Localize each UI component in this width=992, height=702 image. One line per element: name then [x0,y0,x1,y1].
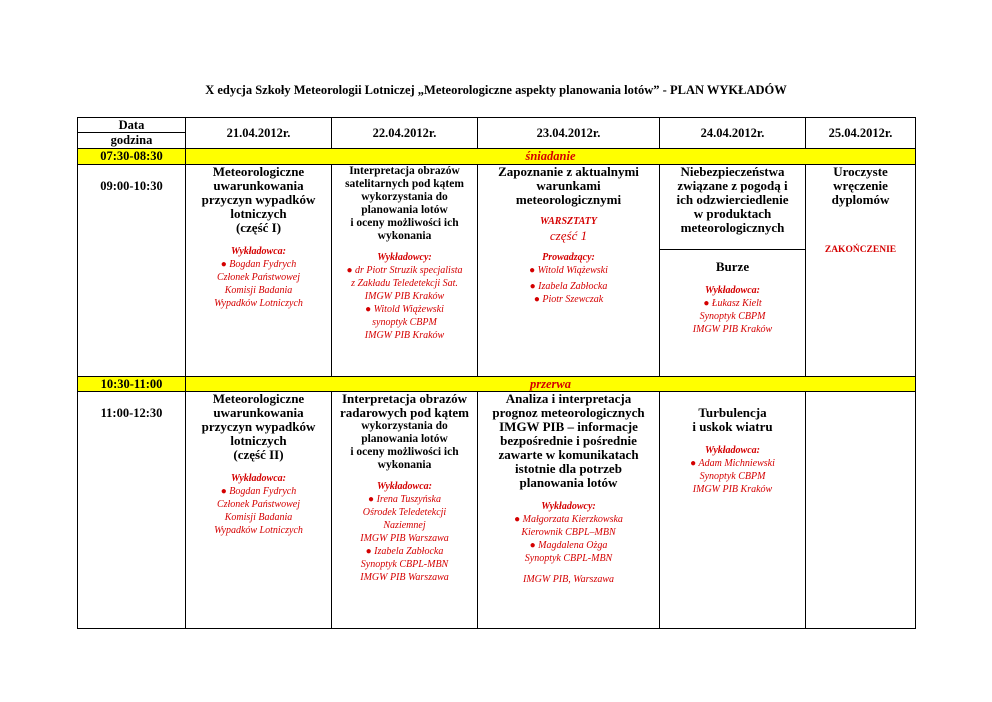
lecture-title: i uskok wiatru [692,419,773,434]
lecture-title: lotniczych [230,433,287,448]
lecture-title: związane z pogodą i [677,178,788,193]
lecture-title: uwarunkowania [213,405,304,420]
lecture-title: Meteorologiczne [212,164,305,179]
time-cell: 10:30-11:00 [78,377,186,392]
lecture-cell [478,165,660,377]
lecturer-label: Wykładowca: [705,445,760,456]
empty-cell [806,392,916,629]
lecturer-line: Wypadków Lotniczych [214,525,303,536]
lecture-title: przyczyn wypadków [201,192,316,207]
lecture-title: zawarte w komunikatach [498,447,639,462]
lecture-title: Meteorologiczne [212,391,305,406]
session-row [78,165,916,250]
lecturer-line: IMGW PIB Kraków [692,324,773,335]
lecturer-line: Członek Państwowej [216,499,301,510]
lecture-title: i oceny możliwości ich [350,446,459,458]
day-header: 22.04.2012r. [332,118,478,149]
lecture-title: meteorologicznymi [515,192,622,207]
lecture-title: IMGW PIB – informacje [499,419,638,434]
lecture-title: Turbulencja [698,405,767,420]
lecturer-label: Wykładowca: [231,473,286,484]
lecturer-line: z Zakładu Teledetekcji Sat. [351,278,458,289]
lecture-title: Analiza i interpretacja [505,391,632,406]
time-cell: 09:00-10:30 [78,165,186,377]
lecturer-label: Wykładowca: [377,481,432,492]
lecture-title: meteorologicznych [680,220,785,235]
lecturer-label: Wykładowcy: [377,252,432,263]
lecturer-line: IMGW PIB, Warszawa [522,574,614,585]
lecturer-line: IMGW PIB Kraków [692,484,773,495]
lecture-title: uwarunkowania [213,178,304,193]
lecturer-line: Komisji Badania [224,512,293,523]
lecture-title: (część II) [233,447,284,462]
lecturer-label: Wykładowca: [231,246,286,257]
lecture-title: wykorzystania do [361,191,448,203]
day-header: 21.04.2012r. [186,118,332,149]
lecturer-label: Wykładowcy: [541,501,596,512]
lecturer-line: IMGW PIB Kraków [364,330,445,341]
lecturer-line: Wypadków Lotniczych [214,298,303,309]
lecture-title: wręczenie [833,178,888,193]
lecture-title: Zapoznanie z aktualnymi [498,164,639,179]
break-row [78,377,916,392]
session-row [78,392,916,629]
lecturer-line: IMGW PIB Warszawa [360,533,449,544]
lecture-title: planowania lotów [519,475,618,490]
lecture-cell [660,250,806,377]
date-label: Data [78,118,186,133]
lecture-title: lotniczych [230,206,287,221]
lecturer-line: Naziemnej [383,520,426,531]
time-cell: 11:00-12:30 [78,392,186,629]
lecturer-line: Komisji Badania [224,285,293,296]
lecturer-line: ● Izabela Zabłocka [529,281,608,292]
lecturer-line: IMGW PIB Warszawa [360,572,449,583]
page-title: X edycja Szkoły Meteorologii Lotniczej „Meteorologiczne aspekty planowania lotów” - PLAN WYKŁADÓW [205,83,787,97]
lecturer-line: ● Witold Wiążewski [529,265,608,276]
lecture-cell [186,165,332,377]
day-header: 25.04.2012r. [806,118,916,149]
lecturer-line: ● Bogdan Fydrych [220,259,297,270]
lecture-cell [332,165,478,377]
lecture-title: Niebezpieczeństwa [680,164,785,179]
lecturer-line: synoptyk CBPM [372,317,437,328]
lecture-title: bezpośrednie i pośrednie [500,433,637,448]
lecturer-line: ● Witold Wiążewski [365,304,444,315]
lecturer-line: ● Magdalena Ożga [529,540,608,551]
lecture-title: Interpretacja obrazów [349,165,460,177]
lecture-cell [806,165,916,377]
lecture-cell [660,165,806,250]
lecture-title: prognoz meteorologicznych [492,405,645,420]
lecturer-label: Prowadzący: [542,252,595,263]
lecturer-line: ● dr Piotr Struzik specjalista [346,265,463,276]
lecture-title: warunkami [536,178,601,193]
lecturer-label: Wykładowca: [705,285,760,296]
breakfast-label: śniadanie [186,149,916,165]
lecture-title: wykorzystania do [361,420,448,432]
closing-label: ZAKOŃCZENIE [824,245,897,255]
lecturer-line: IMGW PIB Kraków [364,291,445,302]
lecture-title: wykonania [377,459,432,471]
lecture-title: przyczyn wypadków [201,419,316,434]
lecturer-line: Synoptyk CBPM [699,311,766,322]
lecturer-line: Członek Państwowej [216,272,301,283]
lecturer-line: Kierownik CBPL–MBN [521,527,616,538]
lecture-title: ich odzwierciedlenie [676,192,789,207]
part-label: część 1 [549,228,588,243]
lecture-title: dyplomów [831,192,890,207]
day-header: 23.04.2012r. [478,118,660,149]
lecture-cell [186,392,332,629]
lecture-title: Uroczyste [833,164,888,179]
lecturer-line: ● Małgorzata Kierzkowska [514,514,623,525]
header-row-date [78,118,916,133]
breakfast-row [78,149,916,165]
lecturer-line: ● Irena Tuszyńska [368,494,441,505]
lecturer-line: ● Izabela Zabłocka [365,546,444,557]
lecture-cell [478,392,660,629]
lecture-title: radarowych pod kątem [339,405,470,420]
lecturer-line: Ośrodek Teledetekcji [362,507,447,518]
lecturer-line: ● Piotr Szewczak [533,294,604,305]
lecture-title: wykonania [377,230,432,242]
break-label: przerwa [186,377,916,392]
lecture-title: satelitarnych pod kątem [345,178,464,190]
lecture-title: Burze [715,259,750,274]
time-cell: 07:30-08:30 [78,149,186,165]
lecture-title: Interpretacja obrazów [341,391,468,406]
lecturer-line: ● Łukasz Kielt [703,298,762,309]
lecturer-line: ● Bogdan Fydrych [220,486,297,497]
hour-label: godzina [78,133,186,149]
lecture-title: planowania lotów [361,204,448,216]
lecturer-line: Synoptyk CBPM [699,471,766,482]
lecturer-line: Synoptyk CBPL-MBN [360,559,449,570]
lecture-title: i oceny możliwości ich [350,217,459,229]
lecture-title: w produktach [693,206,772,221]
day-header: 24.04.2012r. [660,118,806,149]
workshop-label: WARSZTATY [539,216,598,227]
lecturer-line: ● Adam Michniewski [690,458,775,469]
schedule-table [77,117,916,629]
lecture-title: planowania lotów [361,433,448,445]
lecture-title: (część I) [235,220,282,235]
lecture-cell [660,392,806,629]
lecture-cell [332,392,478,629]
lecture-title: istotnie dla potrzeb [515,461,622,476]
lecturer-line: Synoptyk CBPL-MBN [524,553,613,564]
